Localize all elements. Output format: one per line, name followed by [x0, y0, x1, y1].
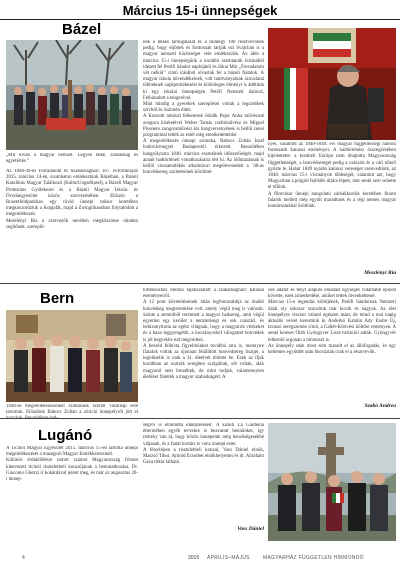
title-rule [0, 19, 400, 20]
footer-year: 2015 [188, 555, 200, 561]
lugano-text-left: A Ticinói Magyar Egyesület 2015. március 15-én tartotta ünnepi megemlékezését a masagnói Magyar Emlékkeresztnél. Különös érdeklődésre tartott számot Magyarország frissen kinevezett ticinói tiszteletbeli konzuljának a bemutatkozása. Dr. Giacomo Ghezzi ír kokárdával jelent meg, és már az augusztus 20-i ünnep- [6, 446, 138, 483]
section-heading-basel: Bázel [62, 21, 102, 38]
basel-speaker-photo [268, 28, 396, 140]
section-divider-2 [0, 418, 400, 419]
basel-caption: „Mit kíván a magyar nemzet. Legyen béke, szabadság és egyetértés.” [6, 153, 138, 165]
footer-issue: ÁPRILIS–MÁJUS [207, 555, 250, 561]
lugano-text-middle: ségről is elmondta elképzeléseit. A közeli La Gardenia éttermében egyéb tervekre is beavatott bennünket, így remény van rá, hogy közös ünnepeink még bensőségesebbé váljanak, és a fiatal kortárs is vonz ünnepi estet. A fényképen a tiszteletbeli konzul, Vass Dániel elnök, Marzső Tibor, Arnold Erzsébet elnökhelyettes és dr. Abrahám Géza titkár látható. [143, 423, 264, 466]
bern-author: Szabó Andrea [364, 403, 396, 409]
footer-publication: MAGYARHÁZ FÜGGETLEN HÍRMONDÓ [263, 555, 364, 561]
page-footer [0, 552, 400, 566]
lugano-group-photo [268, 423, 396, 541]
basel-author: Meszlényi Ria [364, 270, 396, 276]
section-divider-1 [0, 283, 400, 284]
bern-text-middle: történészhez méltón tájékoztatott a szabadságharc katonai eseményeiről. A 12 pont követeléseinek talán legfontosabbja az önálló honvédség megteremtése volt, amely végül meg is valósult. Szinte a semmiből teremtett a magyar hadsereg, amit végül egyetlen egy kerület a nemzetiségi és sok császári, és bebizonyította az egész világnak, hogy a magyarok vitézeket és a haza leggyengébb, a kocsányosból válogatott honvédek is jól hegyekbe tud megvédeni. A beszéd felhívta figyelmünket továbbá arra is, mennyire fiatalok voltak az újonnan felállított honvédsereg tisztjei, a legidősebb is csak a 31. életévét töltötte be. Ezek az ifjak korábban az osztrák seregben szolgáltak, sőt voltak, akik magyarul sem beszéltek, de mint tudjuk, valamennyien életüket fizették a magyar szabadságért. A [143, 288, 264, 380]
section-heading-lugano: Lugánó [38, 427, 93, 444]
bern-group-photo [6, 310, 138, 402]
basel-group-photo [6, 40, 138, 150]
bern-caption: 1848-as megemlékezésünket szokásunk szerint vasárnap este tartottuk. Előadónk Babocs Zoltán a zürichi ünnepélyről jött el hozzánk. Beszédében had- [6, 404, 138, 422]
footer-page-number: 4 [22, 555, 25, 561]
page-title: Március 15-i ünnepségek [122, 3, 278, 18]
bern-text-right: sok adatot és tényt alapuló előadást egységes vidámabb epizód követte, ezek ismerkedése, amiket tettek ötvenkettessé. Március 15-e legendás költőjének, Petőfi Sándornak Nemzeti dalát oly sokszor szavaltuk már kicsik és nagyok. Az idei ünnepélyre viszont valami egészen mást, de mind a mai napig aktuális verset kerestünk ki Anderkó Katalin Ady Endre Új, tavaszi seregszemle című, a Gallét-Körtvési költőre reményen. A zenei kereset Oláh Gyöngyver Liszt-variációi adták. Gyöngyvér lelkesítő orgonán a himnuszt is. Az ünnepély után most sem maradt el az állófogadás, és egy kellemes együttlét után búcsúztak csak el a résztvevők. [268, 288, 396, 356]
basel-text-middle: nek a lelkes támogatását és a mintegy 100 résztvevőnek pedig, hogy eljöttek és fontosnak tartják ezt Svájcban is a magyar nemzeti közösséget vele emlékezzük. Az idén a március 15-i ünnepségünk a korábbi szemtanúk leírásából idézett fel Petőfi Sándor naplójától és Jókai Mór „Forradalom vét nélkül” című írásából olvastak fel a bázeli fiatalok. A magyar iskola növendékeinek, volt tanítványainak szavalatai többeknek sajátjemlékezést és különleges élményt is átéltünk ki egy iskolai ünnepségen Petőfi Nemzeti dalával, Felháradott a tengerével. Mint mindig a gyerekek szereplései voltak a legszebbek szívből és őszintén éltek. A Kossuth nótával felkeresek ötödik Pajor Anna művészné zongora kíséretével Weber Tamás csellóművész és Miguel Pisonero zongoraművész kis hangversenyének is beillő zenei programmal tették az estét még emelkedettebbé. A megemlékezés ünnepi szónoka, Babocs Zoltán Iszaf budovármegyei Budapesttől érkezett. Beszédében hangsúlyozta 1848. március eszméinek időszerűségét, majd annak hadtörténeti vonatkozásaira tért ki. Az időutazásnak is beillő visszaemlékés alkalmával megelevenedett a ’48-as honvédsereg születésének körülmé- [143, 40, 264, 176]
basel-text-right: nyei, valamint az 1848-1849. évi magyar függetlenségi háború fontosabb katonai eseményei. A hadtörténész összegzésében kijelentette: a korabeli Európa nem óhajtotta Magyarország függetlenségét, a honvédsereget pedig a császári és a cári túlerő győzte le. Habár 1849 nyarán katonai vereséget szenvedtünk, az 1848. március 15-i vívmányok többségét, valamint azt, hogy Magyarban a polgári fejlődés útjára lépett, már senki sem vehette el tőlünk. A filmvásár ünnepi hangulatú záróakkordás keretében finom falatok mellett még együtt maradtunk és a régi nemes magyar hontársainkkal örültünk. [268, 142, 396, 210]
lugano-author: Vass Dániel [237, 526, 264, 532]
basel-text-left: Az 1848-49-es Forradalom és Szabadságharc 167. évfordulóján 2015. március 14-én, szombaton emlékeztünk Bázelban, a Bázeli Katolikus Magyar Találkozó (KulturUngarBasel), a Bázeli Magyar Protestáns Gyülekezet és a Bázeli Magyar Iskola- és Óvodaegyesület közös szervezésében. Először a Rosentfeldparkban egy rövid ünnepi műsor keretében megkoszorúztuk a Kopjafát, majd a Zwinglihausban folytatódott a megemlékezés. Mesélényi Ria a szervezők nevében megköszönte minden segítőnek, szereplő- [6, 169, 138, 230]
section-heading-bern: Bern [40, 290, 75, 307]
